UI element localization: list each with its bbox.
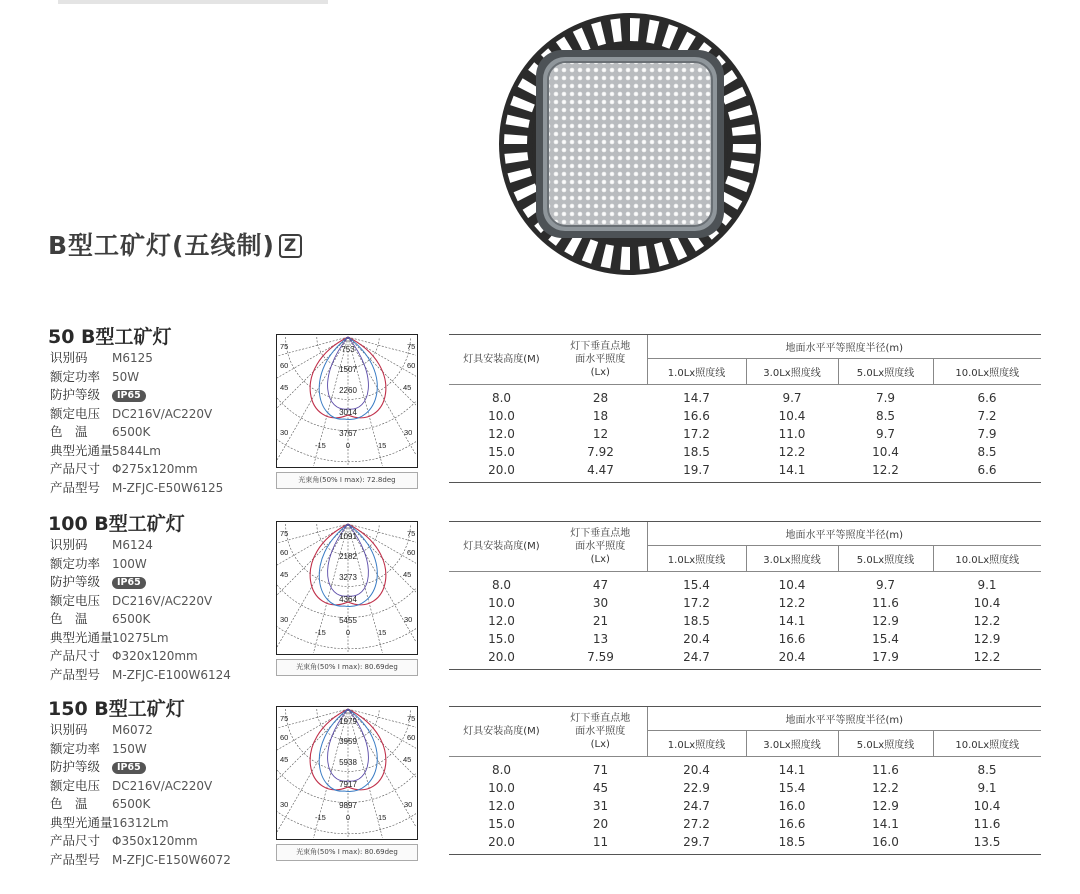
header-iso-5: 5.0Lx照度线 [838,546,933,572]
table-row [449,779,1041,797]
table-row [449,594,1041,612]
beam-angle-label: 光束角(50% I max): 72.8deg [276,472,418,489]
table-cell: 8.5 [875,409,896,423]
page-title-text: B型工矿灯(五线制) [48,231,275,260]
table-cell: 11.6 [872,763,899,777]
spec-row-model [50,851,231,870]
product-name: 150 B型工矿灯 [48,698,185,720]
spec-value-voltage: DC216V/AC220V [112,406,213,421]
table-cell: 10.0 [488,596,515,610]
table-cell: 9.7 [782,391,802,405]
polar-ring-value: 753 [341,345,355,354]
spec-label-power: 额定功率 [50,555,101,571]
header-iso-10: 10.0Lx照度线 [933,731,1041,757]
spec-value-power: 150W [112,741,147,756]
table-cell: 15.0 [488,817,515,831]
table-cell: 10.4 [872,445,899,459]
table-cell: 18 [592,409,609,423]
table-cell: 27.2 [683,817,710,831]
polar-angle-label: 60 [280,548,289,557]
polar-angle-label: 30 [280,800,289,809]
table-cell: 16.6 [683,409,710,423]
header-radius: 地面水平平等照度半径(m) [647,522,1041,546]
table-cell: 6.6 [977,391,997,405]
table-cell: 17.9 [838,648,933,670]
table-cell: 30 [592,596,609,610]
beam-angle-label: 光束角(50% I max): 80.69deg [276,844,418,861]
spec-row-voltage [50,592,231,611]
header-vertical: 灯下垂直点地面水平照度(Lx) [554,522,647,572]
beam-angle-label: 光束角(50% I max): 80.69deg [276,659,418,676]
table-cell: 28 [592,391,609,405]
table-cell: 14.1 [778,614,806,628]
illuminance-table [449,521,1041,670]
polar-angle-label: 60 [280,733,289,742]
spec-label-flux: 典型光通量 [50,814,113,830]
header-iso-3: 3.0Lx照度线 [746,546,838,572]
table-cell: 14.1 [872,817,899,831]
table-cell: 12.2 [933,648,1041,670]
spec-value-code: M6125 [112,351,153,365]
table-cell: 8.5 [977,445,997,459]
table-cell: 15.4 [872,632,899,646]
header-iso-1: 1.0Lx照度线 [647,359,746,385]
spec-label-power: 额定功率 [50,368,101,384]
ip-badge: IP65 [112,577,146,589]
table-cell: 13 [592,632,609,646]
table-cell: 14.1 [746,461,838,483]
polar-diagram [276,706,418,840]
spec-value-model: M-ZFJC-E50W6125 [112,480,224,495]
spec-label-size: 产品尺寸 [50,461,101,476]
illuminance-table [449,334,1041,483]
polar-angle-label: 30 [404,800,413,809]
polar-angle-label: 45 [280,755,289,764]
spec-value-code: M6124 [112,538,153,552]
table-cell: 20.4 [746,648,838,670]
spec-label-flux: 典型光通量 [50,629,113,645]
polar-angle-label: 45 [280,383,289,392]
table-cell: 12.9 [973,632,1001,646]
polar-angle-label: 0 [345,441,351,450]
polar-angle-label: -15 [315,628,326,637]
spec-row-cct [50,795,231,814]
table-cell: 31 [592,799,609,813]
table-cell: 18.5 [683,445,710,459]
spec-value-cct: 6500K [112,425,151,439]
header-height: 灯具安装高度(M) [449,335,554,385]
header-iso-5: 5.0Lx照度线 [838,359,933,385]
table-cell: 14.1 [778,763,806,777]
table-cell: 10.4 [778,409,806,423]
table-cell: 6.6 [933,461,1041,483]
table-row [449,612,1041,630]
table-cell: 15.0 [488,632,515,646]
polar-ring-value: 5455 [339,616,357,625]
top-decor-line [58,0,328,4]
spec-row-cct [50,423,223,442]
table-cell: 15.4 [778,781,806,795]
product-name: 100 B型工矿灯 [48,513,185,535]
table-cell: 10.0 [488,781,515,795]
spec-value-model: M-ZFJC-E150W6072 [112,852,231,867]
polar-angle-label: 75 [280,342,289,351]
table-cell: 8.0 [491,391,512,405]
polar-angle-label: 45 [280,570,289,579]
spec-list [50,349,223,497]
polar-ring-value: 3767 [339,429,357,438]
table-cell: 12.9 [872,614,899,628]
table-cell: 22.9 [683,781,710,795]
polar-angle-label: 75 [407,529,416,538]
polar-ring-value: 4364 [339,595,357,604]
table-row [449,407,1041,425]
polar-ring-value: 5938 [339,758,357,767]
spec-value-voltage: DC216V/AC220V [112,778,213,793]
spec-list [50,536,231,684]
spec-row-size [50,832,231,851]
polar-angle-label: -15 [315,813,326,822]
table-cell: 8.0 [491,578,512,592]
spec-label-model: 产品型号 [50,479,101,495]
polar-angle-label: 45 [403,755,412,764]
spec-label-model: 产品型号 [50,851,101,867]
spec-label-cct: 色 温 [50,611,88,626]
table-cell: 24.7 [647,648,746,670]
spec-row-model [50,666,231,685]
table-cell: 16.0 [838,833,933,855]
table-cell: 20.0 [449,648,554,670]
spec-row-code [50,349,223,368]
table-cell: 14.7 [683,391,710,405]
table-cell: 11.6 [973,817,1001,831]
spec-value-flux: 10275Lm [112,630,169,645]
header-vertical: 灯下垂直点地面水平照度(Lx) [554,707,647,757]
table-cell: 12.9 [872,799,899,813]
table-cell: 20 [592,817,609,831]
spec-label-size: 产品尺寸 [50,833,101,848]
polar-ring-value: 3959 [339,737,357,746]
spec-label-cct: 色 温 [50,424,88,439]
spec-row-ip [50,758,231,777]
spec-label-ip: 防护等级 [50,759,101,774]
polar-angle-label: 75 [280,529,289,538]
spec-row-cct [50,610,231,629]
polar-diagram [276,334,418,468]
spec-value-voltage: DC216V/AC220V [112,593,213,608]
spec-value-cct: 6500K [112,612,151,626]
table-cell: 9.1 [977,781,997,795]
header-iso-10: 10.0Lx照度线 [933,359,1041,385]
table-cell: 20.0 [449,833,554,855]
table-row [449,461,1041,483]
polar-ring-value: 1091 [339,532,357,541]
table-cell: 11.6 [872,596,899,610]
table-cell: 20.4 [683,763,710,777]
polar-ring-value: 3273 [339,573,357,582]
table-cell: 15.0 [488,445,515,459]
polar-ring-value: 2260 [339,386,357,395]
table-cell: 12.2 [838,461,933,483]
spec-value-model: M-ZFJC-E100W6124 [112,667,231,682]
polar-ring-value: 1979 [339,717,357,726]
table-cell: 45 [592,781,609,795]
polar-angle-label: 15 [378,813,387,822]
table-cell: 47 [592,578,609,592]
polar-ring-value: 2182 [339,552,357,561]
polar-angle-label: -15 [315,441,326,450]
spec-row-ip [50,386,223,405]
table-cell: 13.5 [933,833,1041,855]
spec-value-flux: 16312Lm [112,815,169,830]
table-cell: 11 [554,833,647,855]
table-cell: 29.7 [647,833,746,855]
polar-angle-label: 0 [345,628,351,637]
table-cell: 17.2 [683,427,710,441]
spec-row-voltage [50,405,223,424]
spec-label-voltage: 额定电压 [50,405,101,421]
table-cell: 9.7 [875,427,896,441]
table-row [449,648,1041,670]
illuminance-table [449,706,1041,855]
polar-angle-label: 30 [280,428,289,437]
page-title [48,226,302,262]
table-cell: 12.2 [973,614,1001,628]
table-cell: 9.7 [875,578,896,592]
table-cell: 17.2 [683,596,710,610]
table-cell: 21 [592,614,609,628]
table-cell: 10.0 [488,409,515,423]
polar-angle-label: 15 [378,628,387,637]
polar-angle-label: 60 [407,361,416,370]
spec-value-code: M6072 [112,723,153,737]
table-cell: 18.5 [683,614,710,628]
table-cell: 12.0 [488,799,515,813]
header-radius: 地面水平平等照度半径(m) [647,335,1041,359]
spec-row-flux [50,442,223,461]
polar-angle-label: 30 [404,615,413,624]
polar-ring-value: 7917 [339,780,357,789]
polar-angle-label: 75 [280,714,289,723]
spec-label-ip: 防护等级 [50,387,101,402]
spec-row-power [50,368,223,387]
ip-badge: IP65 [112,762,146,774]
polar-angle-label: 30 [280,615,289,624]
spec-label-cct: 色 温 [50,796,88,811]
polar-angle-label: 0 [345,813,351,822]
header-iso-3: 3.0Lx照度线 [746,731,838,757]
product-name: 50 B型工矿灯 [48,326,172,348]
header-radius: 地面水平平等照度半径(m) [647,707,1041,731]
table-cell: 12.2 [778,445,806,459]
polar-angle-label: 30 [404,428,413,437]
spec-value-power: 50W [112,369,140,384]
spec-row-voltage [50,777,231,796]
polar-angle-label: 45 [403,570,412,579]
spec-value-size: Φ320x120mm [112,649,198,663]
title-badge: Z [279,234,302,258]
polar-angle-label: 75 [407,342,416,351]
spec-label-power: 额定功率 [50,740,101,756]
ip-badge: IP65 [112,390,146,402]
table-cell: 16.6 [778,817,806,831]
spec-value-size: Φ350x120mm [112,834,198,848]
table-row [449,425,1041,443]
table-row [449,833,1041,855]
polar-angle-label: 15 [378,441,387,450]
header-iso-10: 10.0Lx照度线 [933,546,1041,572]
spec-row-model [50,479,223,498]
header-vertical: 灯下垂直点地面水平照度(Lx) [554,335,647,385]
header-iso-5: 5.0Lx照度线 [838,731,933,757]
polar-angle-label: 45 [403,383,412,392]
polar-angle-label: 60 [407,733,416,742]
table-cell: 12.2 [778,596,806,610]
spec-row-size [50,460,223,479]
table-row [449,443,1041,461]
spec-value-power: 100W [112,556,147,571]
table-row [449,572,1041,595]
spec-row-flux [50,629,231,648]
spec-row-code [50,536,231,555]
product-section [0,509,1080,709]
table-cell: 8.0 [491,763,512,777]
spec-label-voltage: 额定电压 [50,592,101,608]
spec-row-code [50,721,231,740]
spec-row-ip [50,573,231,592]
table-cell: 12.0 [488,427,515,441]
product-section [0,694,1080,894]
spec-row-size [50,647,231,666]
table-cell: 15.4 [683,578,710,592]
table-row [449,797,1041,815]
table-cell: 7.92 [587,445,614,459]
polar-angle-label: 60 [407,548,416,557]
table-cell: 12.0 [488,614,515,628]
spec-value-flux: 5844Lm [112,443,161,458]
table-cell: 7.2 [977,409,997,423]
spec-row-flux [50,814,231,833]
table-cell: 20.0 [449,461,554,483]
table-cell: 12.2 [872,781,899,795]
table-cell: 7.59 [554,648,647,670]
polar-diagram [276,521,418,655]
spec-list [50,721,231,869]
table-cell: 10.4 [973,596,1001,610]
table-cell: 16.6 [778,632,806,646]
spec-label-flux: 典型光通量 [50,442,113,458]
table-row [449,815,1041,833]
spec-value-size: Φ275x120mm [112,462,198,476]
spec-value-cct: 6500K [112,797,151,811]
table-cell: 18.5 [746,833,838,855]
table-cell: 10.4 [778,578,806,592]
polar-angle-label: 60 [280,361,289,370]
spec-row-power [50,555,231,574]
table-cell: 20.4 [683,632,710,646]
header-iso-3: 3.0Lx照度线 [746,359,838,385]
header-iso-1: 1.0Lx照度线 [647,546,746,572]
header-height: 灯具安装高度(M) [449,707,554,757]
header-iso-1: 1.0Lx照度线 [647,731,746,757]
spec-label-voltage: 额定电压 [50,777,101,793]
table-cell: 24.7 [683,799,710,813]
spec-label-code: 识别码 [50,537,88,552]
spec-label-ip: 防护等级 [50,574,101,589]
table-cell: 16.0 [778,799,806,813]
table-cell: 4.47 [554,461,647,483]
header-height: 灯具安装高度(M) [449,522,554,572]
table-cell: 11.0 [778,427,806,441]
table-cell: 7.9 [875,391,896,405]
product-photo [496,10,764,278]
product-section [0,322,1080,522]
table-cell: 12 [592,427,609,441]
table-cell: 7.9 [977,427,997,441]
table-cell: 71 [592,763,609,777]
table-row [449,630,1041,648]
polar-ring-value: 1507 [339,365,357,374]
table-row [449,757,1041,780]
table-cell: 10.4 [973,799,1001,813]
table-cell: 8.5 [977,763,997,777]
spec-row-power [50,740,231,759]
table-cell: 9.1 [977,578,997,592]
spec-label-code: 识别码 [50,350,88,365]
table-row [449,385,1041,408]
polar-ring-value: 9897 [339,801,357,810]
spec-label-size: 产品尺寸 [50,648,101,663]
spec-label-model: 产品型号 [50,666,101,682]
polar-ring-value: 3014 [339,408,357,417]
table-cell: 19.7 [647,461,746,483]
spec-label-code: 识别码 [50,722,88,737]
polar-angle-label: 75 [407,714,416,723]
